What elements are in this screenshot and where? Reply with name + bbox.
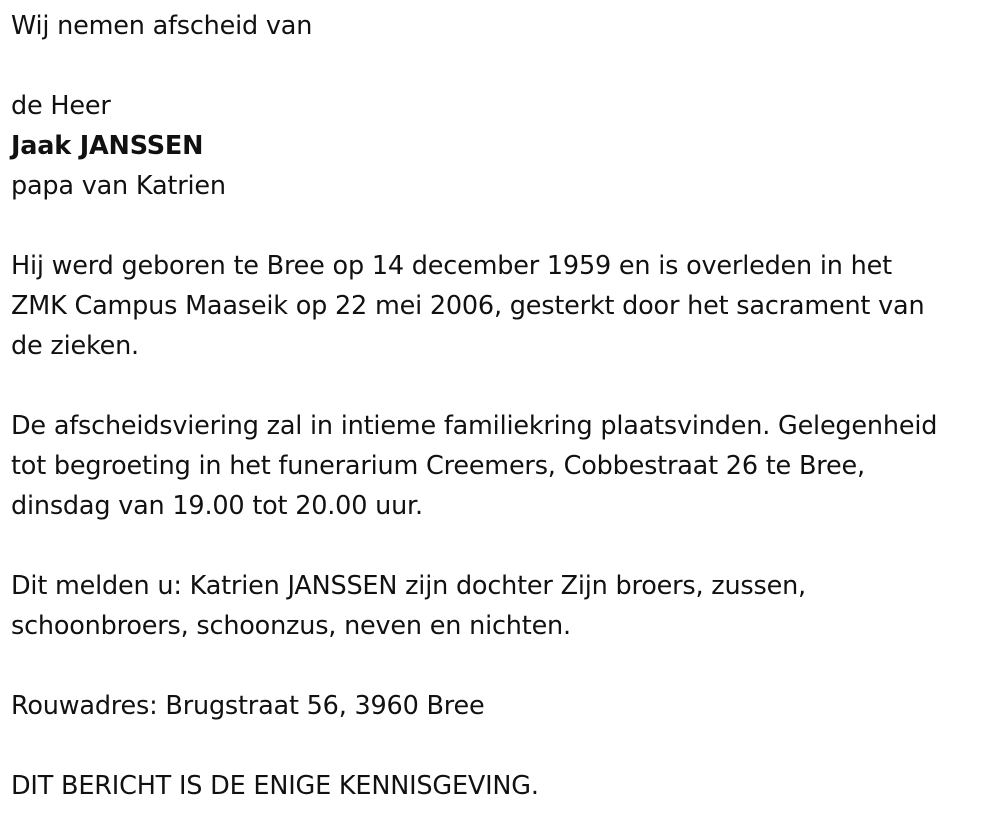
closing-statement: DIT BERICHT IS DE ENIGE KENNISGEVING.: [11, 771, 539, 801]
spacer: [11, 526, 991, 566]
paragraph-line: De afscheidsviering zal in intieme familiekring plaatsvinden. Gelegenheid: [11, 411, 938, 441]
spacer: [11, 646, 991, 686]
paragraph-line: Hij werd geboren te Bree op 14 december 1959 en is overleden in het: [11, 251, 892, 281]
obituary-notice: [11, 6, 991, 806]
paragraph-line: dinsdag van 19.00 tot 20.00 uur.: [11, 491, 423, 521]
announcers-paragraph: [11, 566, 991, 646]
ceremony-paragraph: [11, 406, 991, 526]
paragraph-line: tot begroeting in het funerarium Creemers, Cobbestraat 26 te Bree,: [11, 451, 865, 481]
relation-line: papa van Katrien: [11, 171, 226, 201]
paragraph-line: schoonbroers, schoonzus, neven en nichten.: [11, 611, 571, 641]
paragraph-line: ZMK Campus Maaseik op 22 mei 2006, gesterkt door het sacrament van: [11, 291, 925, 321]
spacer: [11, 366, 991, 406]
birth-death-paragraph: [11, 246, 991, 366]
spacer: [11, 206, 991, 246]
intro-line: Wij nemen afscheid van: [11, 11, 313, 41]
paragraph-line: Dit melden u: Katrien JANSSEN zijn dochter Zijn broers, zussen,: [11, 571, 806, 601]
mourning-address: Rouwadres: Brugstraat 56, 3960 Bree: [11, 691, 485, 721]
deceased-name: Jaak JANSSEN: [11, 131, 204, 161]
spacer: [11, 46, 991, 86]
honorific: de Heer: [11, 91, 111, 121]
paragraph-line: de zieken.: [11, 331, 139, 361]
spacer: [11, 726, 991, 766]
